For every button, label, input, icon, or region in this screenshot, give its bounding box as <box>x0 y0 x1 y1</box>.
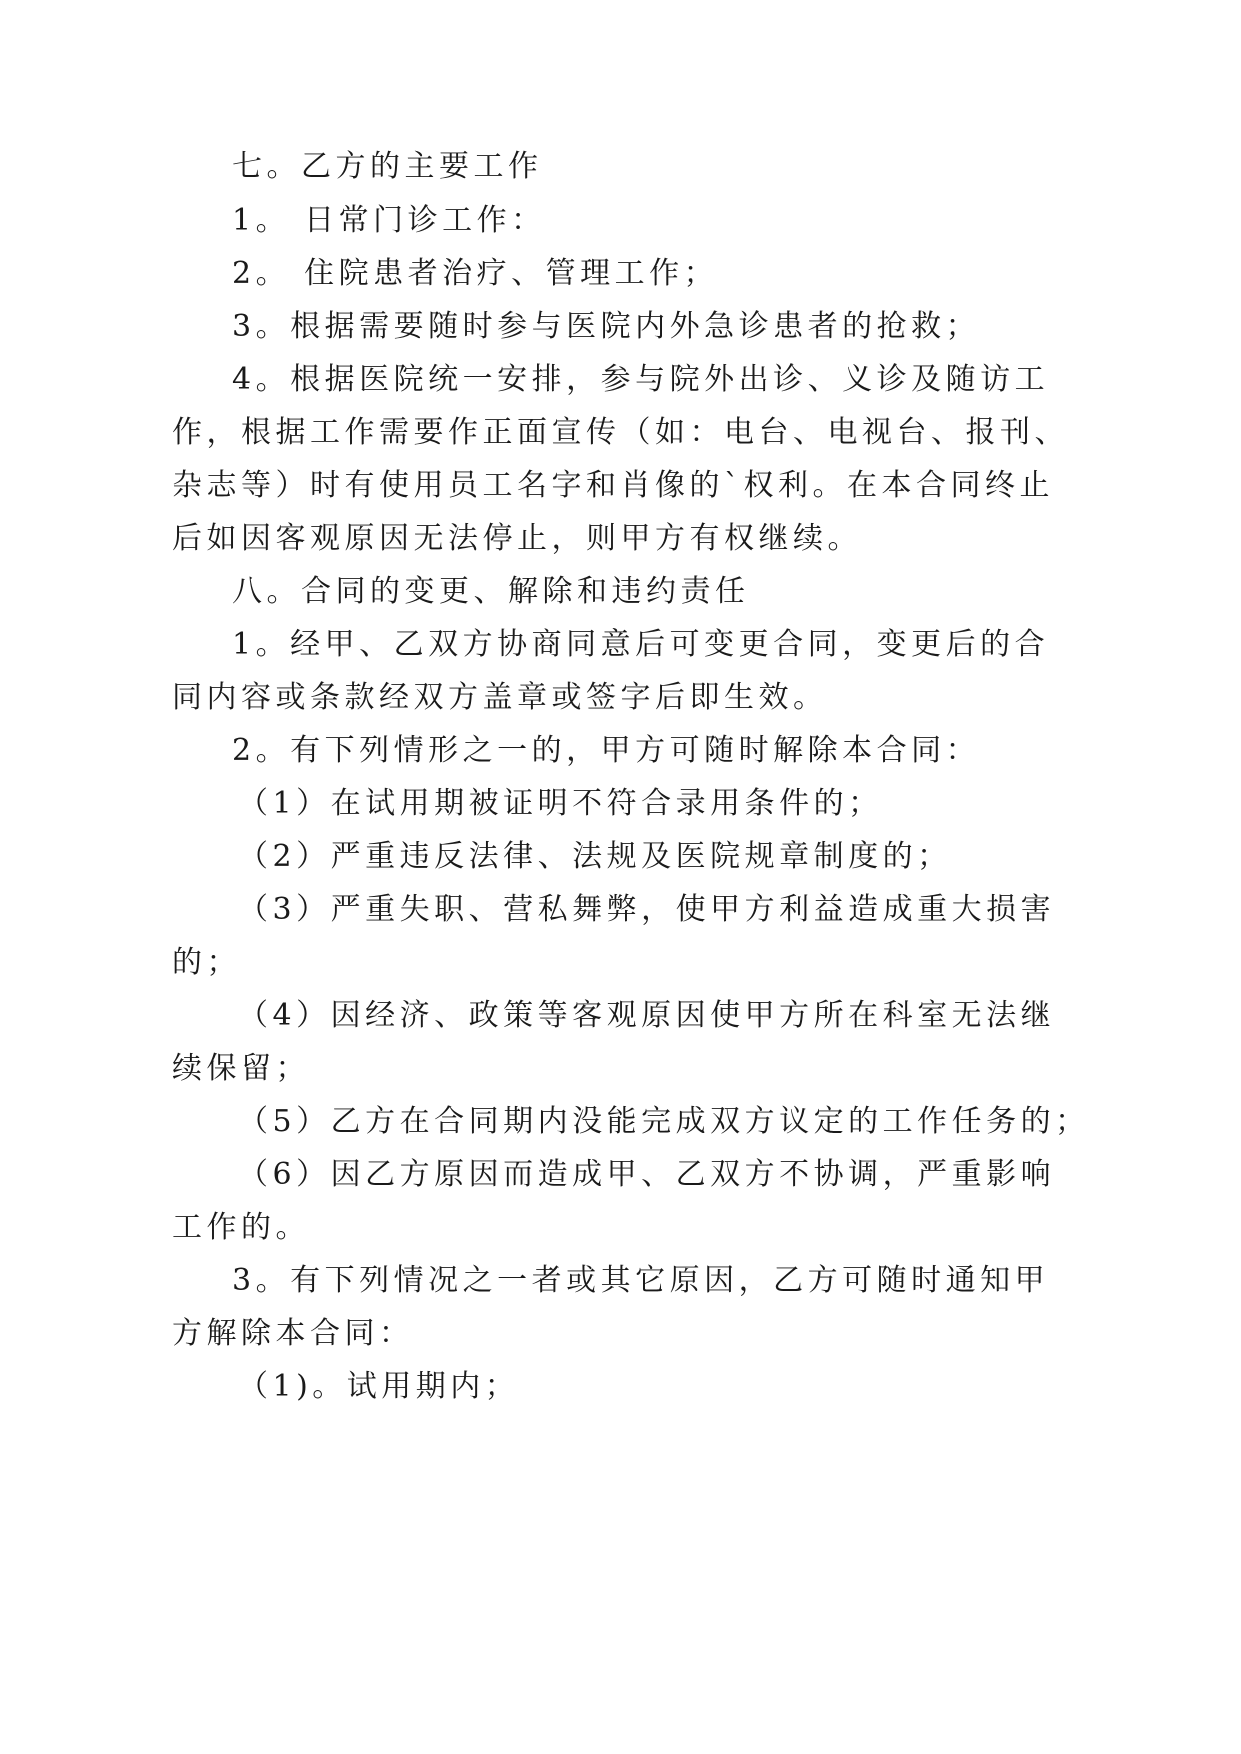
paragraph-line: 3。有下列情况之一者或其它原因，乙方可随时通知甲 <box>232 1263 1050 1298</box>
paragraph-line: 方解除本合同： <box>172 1316 414 1351</box>
paragraph-line: 同内容或条款经双方盖章或签字后即生效。 <box>172 680 828 715</box>
paragraph-line: 1。 日常门诊工作： <box>232 203 546 238</box>
paragraph-line: 1。经甲、乙双方协商同意后可变更合同，变更后的合 <box>232 627 1050 662</box>
list-item: （5）乙方在合同期内没能完成双方议定的工作任务的； <box>238 1104 1090 1139</box>
list-item-continuation: 续保留； <box>172 1051 310 1086</box>
list-item: （6）因乙方原因而造成甲、乙双方不协调，严重影响 <box>238 1157 1056 1192</box>
list-item-continuation: 的； <box>172 945 241 980</box>
list-item: （3）严重失职、营私舞弊，使甲方利益造成重大损害 <box>238 892 1056 927</box>
list-item: （4）因经济、政策等客观原因使甲方所在科室无法继 <box>238 998 1056 1033</box>
list-item-continuation: 工作的。 <box>172 1210 310 1245</box>
paragraph-line: 后如因客观原因无法停止，则甲方有权继续。 <box>172 521 862 556</box>
paragraph-line: 作，根据工作需要作正面宣传（如：电台、电视台、报刊、 <box>172 415 1069 450</box>
section-heading-7: 七。乙方的主要工作 <box>232 149 543 184</box>
paragraph-line: 4。根据医院统一安排，参与院外出诊、义诊及随访工 <box>232 362 1050 397</box>
list-item: （1）在试用期被证明不符合录用条件的； <box>238 786 883 821</box>
list-item: （2）严重违反法律、法规及医院规章制度的； <box>238 839 952 874</box>
section-heading-8: 八。合同的变更、解除和违约责任 <box>232 574 750 609</box>
list-item: （1)。试用期内； <box>238 1369 520 1404</box>
paragraph-line: 杂志等）时有使用员工名字和肖像的`权利。在本合同终止 <box>172 468 1054 503</box>
paragraph-line: 2。 住院患者治疗、管理工作； <box>232 256 719 291</box>
paragraph-line: 2。有下列情形之一的，甲方可随时解除本合同： <box>232 733 981 768</box>
paragraph-line: 3。根据需要随时参与医院内外急诊患者的抢救； <box>232 309 981 344</box>
